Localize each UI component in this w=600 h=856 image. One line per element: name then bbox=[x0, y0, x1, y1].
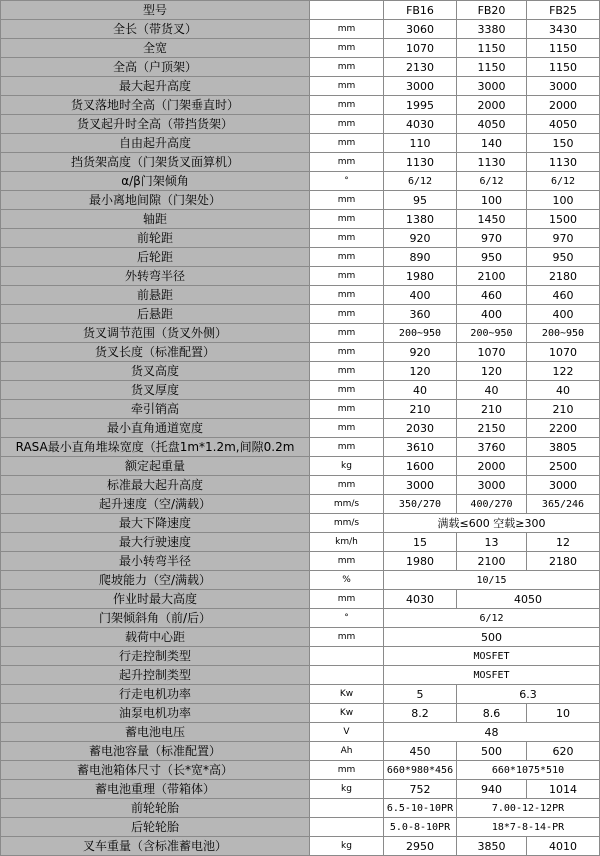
spec-table-body bbox=[1, 1, 600, 856]
param-name: 行走控制类型 bbox=[1, 647, 310, 666]
table-row bbox=[1, 229, 600, 248]
param-unit: mm bbox=[310, 590, 384, 609]
param-unit: mm bbox=[310, 134, 384, 153]
param-unit: mm bbox=[310, 58, 384, 77]
param-unit: mm bbox=[310, 115, 384, 134]
param-unit: % bbox=[310, 571, 384, 590]
param-name: 最大行驶速度 bbox=[1, 533, 310, 552]
param-value: 1380 bbox=[384, 210, 457, 229]
model-name: FB25 bbox=[527, 1, 600, 20]
param-value: 40 bbox=[527, 381, 600, 400]
table-row bbox=[1, 742, 600, 761]
table-row bbox=[1, 286, 600, 305]
param-value: 3000 bbox=[384, 476, 457, 495]
param-value: 2180 bbox=[527, 267, 600, 286]
param-value: 4050 bbox=[527, 115, 600, 134]
param-value: 1070 bbox=[457, 343, 527, 362]
param-unit: mm bbox=[310, 552, 384, 571]
param-value: 400 bbox=[384, 286, 457, 305]
param-name: 轴距 bbox=[1, 210, 310, 229]
table-row bbox=[1, 58, 600, 77]
param-value: 620 bbox=[527, 742, 600, 761]
param-value: 4030 bbox=[384, 115, 457, 134]
header-unit bbox=[310, 1, 384, 20]
table-row bbox=[1, 552, 600, 571]
param-name: 货叉长度（标准配置） bbox=[1, 343, 310, 362]
param-unit: mm bbox=[310, 438, 384, 457]
param-name: α/β门架倾角 bbox=[1, 172, 310, 191]
param-name: 最小直角通道宽度 bbox=[1, 419, 310, 438]
param-value: 460 bbox=[457, 286, 527, 305]
param-unit: mm bbox=[310, 39, 384, 58]
param-value: 970 bbox=[457, 229, 527, 248]
param-value: 6/12 bbox=[384, 172, 457, 191]
param-name: 油泵电机功率 bbox=[1, 704, 310, 723]
param-name: 全高（户顶架） bbox=[1, 58, 310, 77]
param-value: 450 bbox=[384, 742, 457, 761]
param-value: 660*1075*510 bbox=[457, 761, 600, 780]
param-unit: mm bbox=[310, 324, 384, 343]
table-row bbox=[1, 457, 600, 476]
param-name: 后轮轮胎 bbox=[1, 818, 310, 837]
table-row bbox=[1, 362, 600, 381]
param-value: 950 bbox=[527, 248, 600, 267]
param-value: 3805 bbox=[527, 438, 600, 457]
param-value: 3000 bbox=[384, 77, 457, 96]
param-value: 95 bbox=[384, 191, 457, 210]
param-unit: km/h bbox=[310, 533, 384, 552]
table-row bbox=[1, 248, 600, 267]
table-row bbox=[1, 723, 600, 742]
param-value: 2500 bbox=[527, 457, 600, 476]
param-value: 110 bbox=[384, 134, 457, 153]
table-row bbox=[1, 476, 600, 495]
param-name: 最小离地间隙（门架处） bbox=[1, 191, 310, 210]
param-value: 3850 bbox=[457, 837, 527, 856]
param-unit: mm bbox=[310, 248, 384, 267]
param-value: 4030 bbox=[384, 590, 457, 609]
table-row bbox=[1, 324, 600, 343]
param-value: 890 bbox=[384, 248, 457, 267]
table-row bbox=[1, 210, 600, 229]
param-name: 前悬距 bbox=[1, 286, 310, 305]
header-row bbox=[1, 1, 600, 20]
param-value: 2000 bbox=[527, 96, 600, 115]
param-unit: mm bbox=[310, 761, 384, 780]
table-row bbox=[1, 571, 600, 590]
table-row bbox=[1, 438, 600, 457]
param-unit: mm bbox=[310, 286, 384, 305]
param-value: 200~950 bbox=[384, 324, 457, 343]
param-name: 牵引销高 bbox=[1, 400, 310, 419]
param-value: 752 bbox=[384, 780, 457, 799]
param-value: 6/12 bbox=[527, 172, 600, 191]
param-value: 3000 bbox=[527, 476, 600, 495]
param-value: 4050 bbox=[457, 590, 600, 609]
param-value: 8.2 bbox=[384, 704, 457, 723]
param-name: 外转弯半径 bbox=[1, 267, 310, 286]
param-unit bbox=[310, 666, 384, 685]
table-row bbox=[1, 77, 600, 96]
table-row bbox=[1, 191, 600, 210]
param-unit: mm bbox=[310, 267, 384, 286]
param-value: 10 bbox=[527, 704, 600, 723]
param-unit: mm bbox=[310, 96, 384, 115]
param-value: 3380 bbox=[457, 20, 527, 39]
param-value: 920 bbox=[384, 343, 457, 362]
param-unit: kg bbox=[310, 837, 384, 856]
param-value: 1150 bbox=[457, 39, 527, 58]
param-value: 950 bbox=[457, 248, 527, 267]
param-name: 门架倾斜角（前/后） bbox=[1, 609, 310, 628]
param-value: 1014 bbox=[527, 780, 600, 799]
param-value: 1130 bbox=[384, 153, 457, 172]
param-value: 120 bbox=[384, 362, 457, 381]
table-row bbox=[1, 704, 600, 723]
param-unit: mm bbox=[310, 343, 384, 362]
table-row bbox=[1, 419, 600, 438]
param-name: 爬坡能力（空/满载） bbox=[1, 571, 310, 590]
table-row bbox=[1, 685, 600, 704]
param-value: 15 bbox=[384, 533, 457, 552]
param-unit: mm bbox=[310, 20, 384, 39]
param-value: 6/12 bbox=[384, 609, 600, 628]
param-name: 后轮距 bbox=[1, 248, 310, 267]
param-unit bbox=[310, 647, 384, 666]
param-unit: mm bbox=[310, 153, 384, 172]
param-unit: mm bbox=[310, 400, 384, 419]
table-row bbox=[1, 305, 600, 324]
param-value: 40 bbox=[384, 381, 457, 400]
table-row bbox=[1, 96, 600, 115]
param-value: 6.5-10-10PR bbox=[384, 799, 457, 818]
param-name: 自由起升高度 bbox=[1, 134, 310, 153]
param-value: 122 bbox=[527, 362, 600, 381]
param-name: RASA最小直角堆垛宽度（托盘1m*1.2m,间隙0.2m bbox=[1, 438, 310, 457]
param-unit: mm bbox=[310, 77, 384, 96]
param-unit: V bbox=[310, 723, 384, 742]
param-value: 2130 bbox=[384, 58, 457, 77]
table-row bbox=[1, 818, 600, 837]
param-unit bbox=[310, 799, 384, 818]
param-value: 2000 bbox=[457, 96, 527, 115]
param-value: 12 bbox=[527, 533, 600, 552]
table-row bbox=[1, 20, 600, 39]
param-unit: mm bbox=[310, 362, 384, 381]
param-name: 起升速度（空/满载） bbox=[1, 495, 310, 514]
param-value: 5.0-8-10PR bbox=[384, 818, 457, 837]
param-name: 蓄电池容量（标准配置） bbox=[1, 742, 310, 761]
param-value: 3760 bbox=[457, 438, 527, 457]
param-value: 3060 bbox=[384, 20, 457, 39]
table-row bbox=[1, 761, 600, 780]
param-name: 货叉高度 bbox=[1, 362, 310, 381]
param-name: 货叉调节范围（货叉外侧） bbox=[1, 324, 310, 343]
param-value: 200~950 bbox=[457, 324, 527, 343]
param-value: 8.6 bbox=[457, 704, 527, 723]
param-unit: ° bbox=[310, 172, 384, 191]
model-name: FB20 bbox=[457, 1, 527, 20]
param-value: 2180 bbox=[527, 552, 600, 571]
param-value: 1070 bbox=[384, 39, 457, 58]
param-unit: mm bbox=[310, 476, 384, 495]
param-value: 3000 bbox=[527, 77, 600, 96]
param-name: 挡货架高度（门架货叉面算机） bbox=[1, 153, 310, 172]
param-value: 1150 bbox=[527, 39, 600, 58]
param-name: 最大起升高度 bbox=[1, 77, 310, 96]
table-row bbox=[1, 609, 600, 628]
param-value: 210 bbox=[457, 400, 527, 419]
param-value: 40 bbox=[457, 381, 527, 400]
param-value: 140 bbox=[457, 134, 527, 153]
param-value: 2100 bbox=[457, 552, 527, 571]
param-value: 3000 bbox=[457, 476, 527, 495]
param-unit: ° bbox=[310, 609, 384, 628]
param-value: 4050 bbox=[457, 115, 527, 134]
param-unit: mm bbox=[310, 191, 384, 210]
param-name: 全长（带货叉） bbox=[1, 20, 310, 39]
param-unit: mm/s bbox=[310, 514, 384, 533]
param-value: 6/12 bbox=[457, 172, 527, 191]
param-value: 1130 bbox=[457, 153, 527, 172]
param-value: 3430 bbox=[527, 20, 600, 39]
header-label: 型号 bbox=[1, 1, 310, 20]
param-name: 全宽 bbox=[1, 39, 310, 58]
param-value: 1980 bbox=[384, 552, 457, 571]
param-value: 1500 bbox=[527, 210, 600, 229]
param-unit: Kw bbox=[310, 704, 384, 723]
param-name: 前轮轮胎 bbox=[1, 799, 310, 818]
table-row bbox=[1, 799, 600, 818]
param-value: MOSFET bbox=[384, 647, 600, 666]
param-value: 1600 bbox=[384, 457, 457, 476]
param-value: 120 bbox=[457, 362, 527, 381]
param-value: 365/246 bbox=[527, 495, 600, 514]
param-value: 10/15 bbox=[384, 571, 600, 590]
param-name: 作业时最大高度 bbox=[1, 590, 310, 609]
table-row bbox=[1, 400, 600, 419]
param-unit: mm bbox=[310, 305, 384, 324]
table-row bbox=[1, 172, 600, 191]
param-unit: mm bbox=[310, 628, 384, 647]
param-unit: kg bbox=[310, 457, 384, 476]
param-name: 行走电机功率 bbox=[1, 685, 310, 704]
param-value: 940 bbox=[457, 780, 527, 799]
param-value: 100 bbox=[457, 191, 527, 210]
param-value: 360 bbox=[384, 305, 457, 324]
param-value: 1450 bbox=[457, 210, 527, 229]
param-value: 2950 bbox=[384, 837, 457, 856]
table-row bbox=[1, 514, 600, 533]
param-value: 660*980*456 bbox=[384, 761, 457, 780]
param-name: 后悬距 bbox=[1, 305, 310, 324]
param-value: 500 bbox=[457, 742, 527, 761]
table-row bbox=[1, 495, 600, 514]
param-value: 1150 bbox=[527, 58, 600, 77]
param-value: 6.3 bbox=[457, 685, 600, 704]
param-name: 载荷中心距 bbox=[1, 628, 310, 647]
table-row bbox=[1, 381, 600, 400]
param-value: 7.00-12-12PR bbox=[457, 799, 600, 818]
param-name: 标准最大起升高度 bbox=[1, 476, 310, 495]
param-value: 2000 bbox=[457, 457, 527, 476]
table-row bbox=[1, 39, 600, 58]
param-value: 500 bbox=[384, 628, 600, 647]
table-row bbox=[1, 115, 600, 134]
param-unit: kg bbox=[310, 780, 384, 799]
table-row bbox=[1, 533, 600, 552]
param-value: 2030 bbox=[384, 419, 457, 438]
param-value: 1150 bbox=[457, 58, 527, 77]
param-value: 1130 bbox=[527, 153, 600, 172]
table-row bbox=[1, 267, 600, 286]
param-value: 2150 bbox=[457, 419, 527, 438]
param-value: 48 bbox=[384, 723, 600, 742]
table-row bbox=[1, 153, 600, 172]
param-value: 970 bbox=[527, 229, 600, 248]
param-value: 100 bbox=[527, 191, 600, 210]
param-name: 货叉厚度 bbox=[1, 381, 310, 400]
param-name: 前轮距 bbox=[1, 229, 310, 248]
param-value: 3000 bbox=[457, 77, 527, 96]
param-value: 210 bbox=[384, 400, 457, 419]
param-value: 2200 bbox=[527, 419, 600, 438]
param-name: 叉车重量（含标准蓄电池） bbox=[1, 837, 310, 856]
param-value: 210 bbox=[527, 400, 600, 419]
param-name: 货叉起升时全高（带挡货架） bbox=[1, 115, 310, 134]
param-value: 18*7-8-14-PR bbox=[457, 818, 600, 837]
table-row bbox=[1, 647, 600, 666]
table-row bbox=[1, 780, 600, 799]
param-value: 460 bbox=[527, 286, 600, 305]
table-row bbox=[1, 134, 600, 153]
table-row bbox=[1, 343, 600, 362]
param-unit: Kw bbox=[310, 685, 384, 704]
table-row bbox=[1, 837, 600, 856]
model-name: FB16 bbox=[384, 1, 457, 20]
param-unit: mm/s bbox=[310, 495, 384, 514]
param-value: 13 bbox=[457, 533, 527, 552]
param-unit: mm bbox=[310, 229, 384, 248]
param-value: 400/270 bbox=[457, 495, 527, 514]
param-value: 5 bbox=[384, 685, 457, 704]
param-name: 最小转弯半径 bbox=[1, 552, 310, 571]
param-name: 蓄电池箱体尺寸（长*宽*高） bbox=[1, 761, 310, 780]
param-value: 4010 bbox=[527, 837, 600, 856]
param-value: 200~950 bbox=[527, 324, 600, 343]
param-value: 1980 bbox=[384, 267, 457, 286]
param-value: 400 bbox=[527, 305, 600, 324]
param-unit: mm bbox=[310, 419, 384, 438]
param-value: 920 bbox=[384, 229, 457, 248]
param-name: 最大下降速度 bbox=[1, 514, 310, 533]
param-value: 1070 bbox=[527, 343, 600, 362]
param-name: 蓄电池电压 bbox=[1, 723, 310, 742]
param-unit: mm bbox=[310, 381, 384, 400]
param-value: 2100 bbox=[457, 267, 527, 286]
param-value: 150 bbox=[527, 134, 600, 153]
param-value: 满载≤600 空载≥300 bbox=[384, 514, 600, 533]
param-name: 蓄电池重理（带箱体） bbox=[1, 780, 310, 799]
table-row bbox=[1, 628, 600, 647]
param-value: MOSFET bbox=[384, 666, 600, 685]
param-name: 起升控制类型 bbox=[1, 666, 310, 685]
param-value: 400 bbox=[457, 305, 527, 324]
table-row bbox=[1, 590, 600, 609]
table-row bbox=[1, 666, 600, 685]
param-value: 3610 bbox=[384, 438, 457, 457]
param-value: 1995 bbox=[384, 96, 457, 115]
param-unit bbox=[310, 818, 384, 837]
param-value: 350/270 bbox=[384, 495, 457, 514]
param-name: 货叉落地时全高（门架垂直时） bbox=[1, 96, 310, 115]
param-unit: Ah bbox=[310, 742, 384, 761]
param-name: 额定起重量 bbox=[1, 457, 310, 476]
param-unit: mm bbox=[310, 210, 384, 229]
